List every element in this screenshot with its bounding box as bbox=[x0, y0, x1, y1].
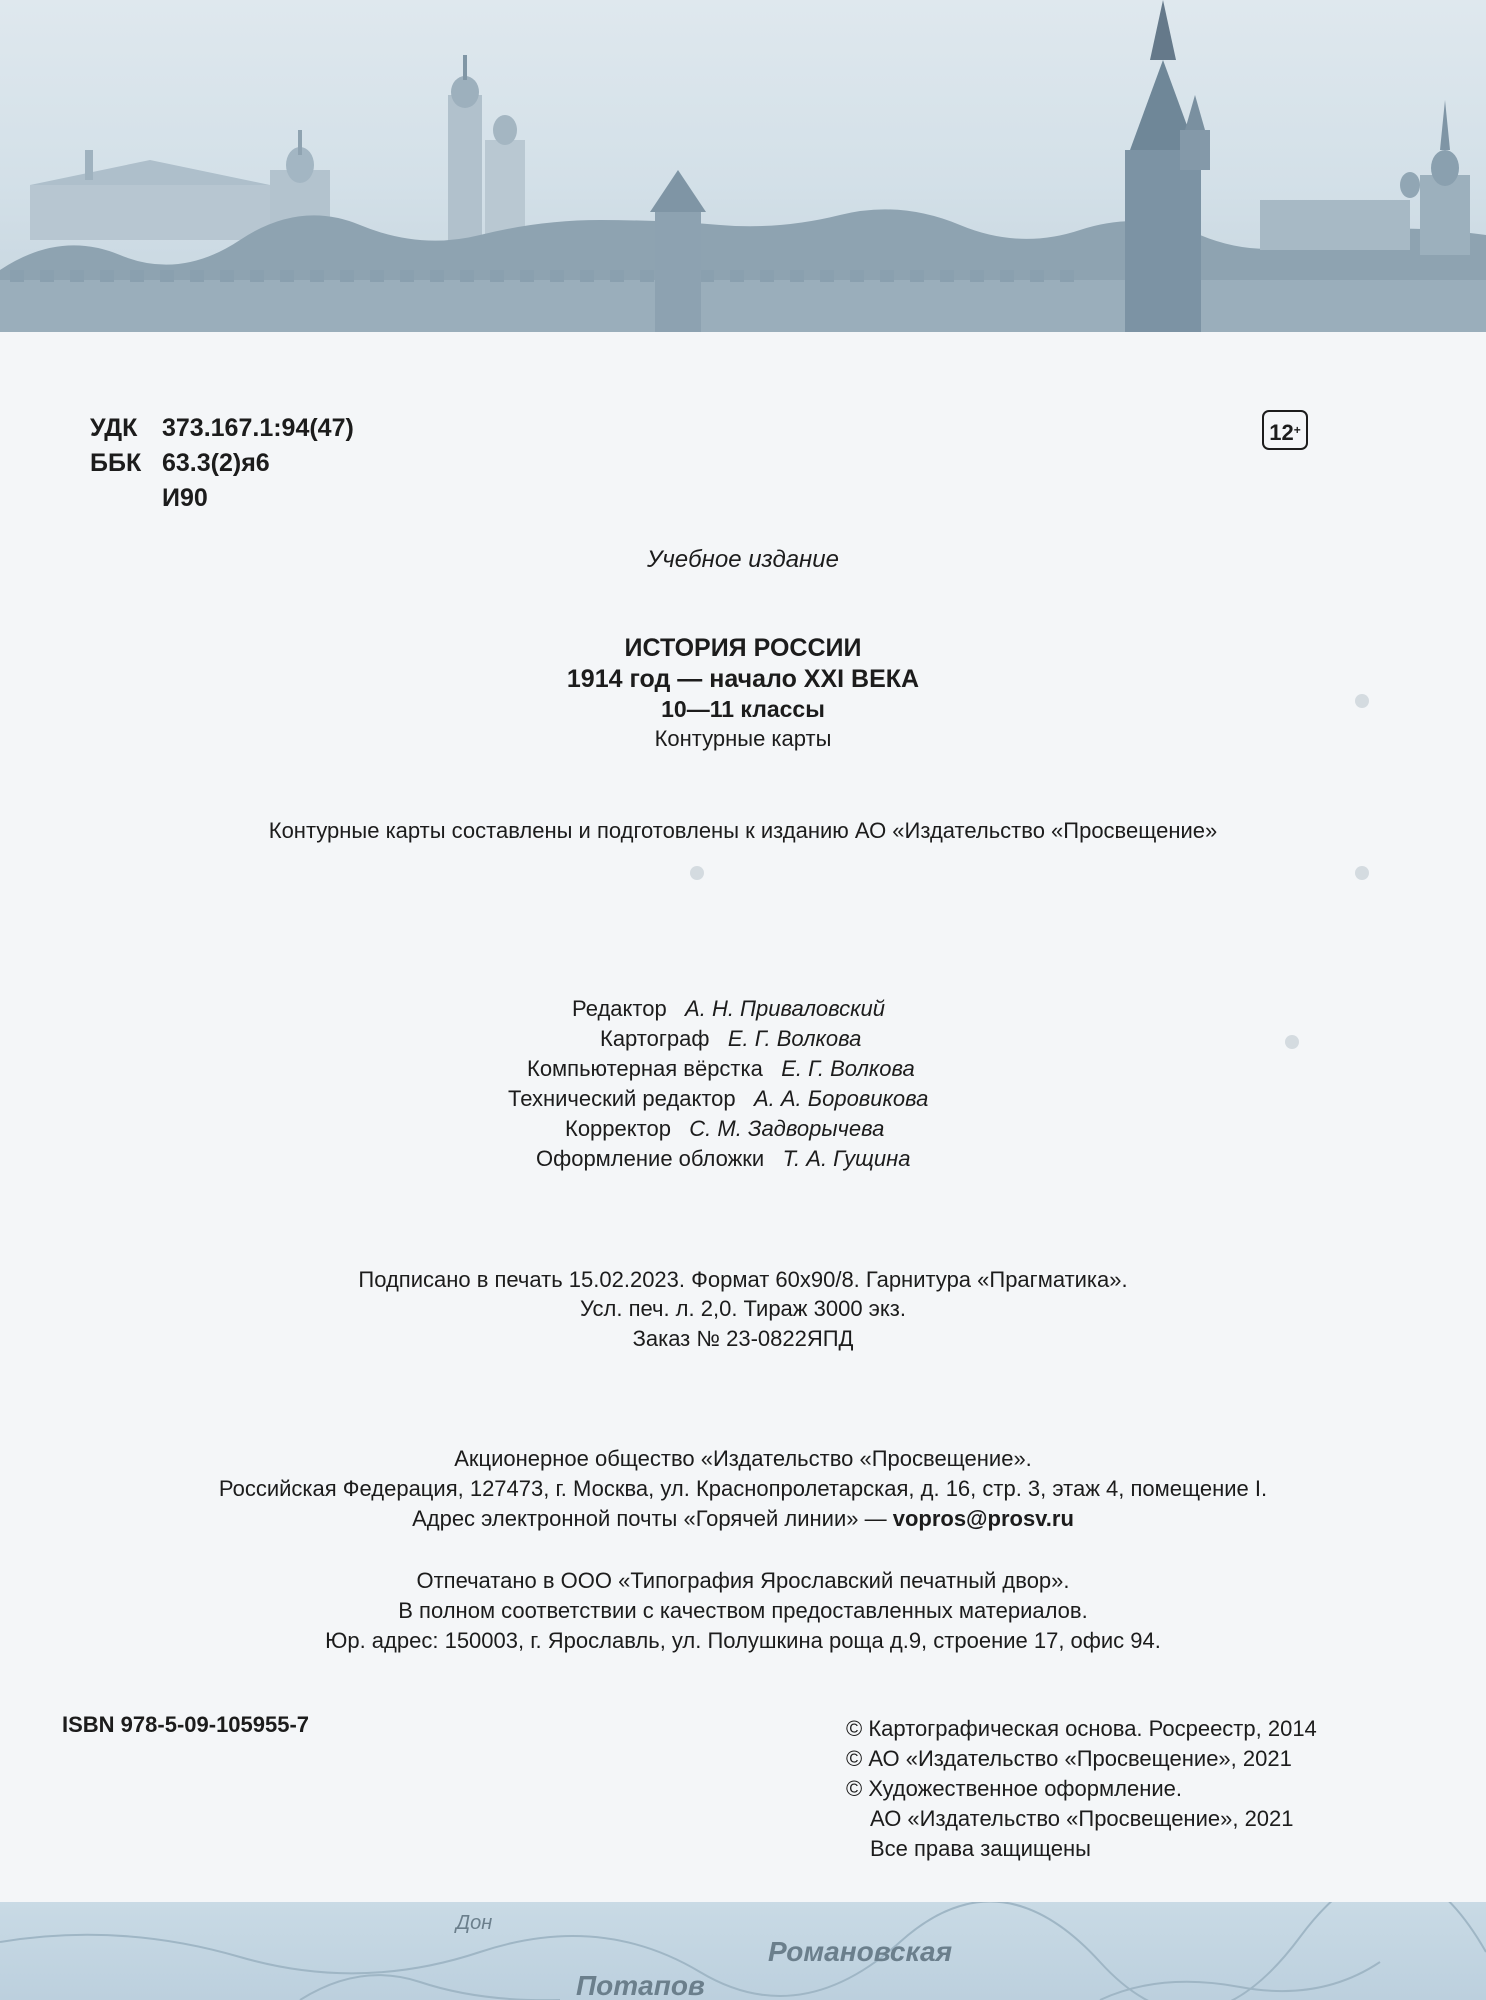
credit-row bbox=[0, 1024, 1486, 1054]
bbk-value: 63.3(2)я6 bbox=[162, 449, 270, 477]
email-prefix: Адрес электронной почты «Горячей линии» — bbox=[412, 1506, 893, 1531]
map-label: Дон bbox=[456, 1912, 493, 1934]
book-title: ИСТОРИЯ РОССИИ bbox=[624, 634, 862, 662]
age-rating-plus: + bbox=[1293, 423, 1301, 437]
printer-line: В полном соответствии с качеством предоставленных материалов. bbox=[398, 1598, 1088, 1623]
credit-role: Оформление обложки bbox=[536, 1146, 765, 1171]
print-info-line: Заказ № 23-0822ЯПД bbox=[632, 1326, 854, 1351]
map-label: Потапов bbox=[576, 1970, 705, 2000]
publisher-name: Акционерное общество «Издательство «Просвещение». bbox=[454, 1446, 1032, 1471]
credit-row bbox=[0, 1144, 1486, 1174]
book-kind: Контурные карты bbox=[654, 726, 832, 751]
credit-name: А. А. Боровикова bbox=[753, 1086, 929, 1111]
credit-role: Картограф bbox=[600, 1026, 710, 1051]
author-mark: И90 bbox=[162, 484, 208, 512]
publisher-address: Российская Федерация, 127473, г. Москва, ул. Краснопролетарская, д. 16, стр. 3, этаж 4, помещение I. bbox=[218, 1476, 1268, 1501]
kremlin-skyline-illustration bbox=[0, 0, 1486, 332]
book-period: 1914 год — начало XXI ВЕКА bbox=[566, 665, 920, 693]
map-label: Романовская bbox=[768, 1936, 953, 1967]
credits-list bbox=[0, 994, 1486, 1174]
copyright-block bbox=[846, 1714, 1317, 1864]
book-grades: 10—11 классы bbox=[661, 696, 825, 722]
credit-name: Т. А. Гущина bbox=[782, 1146, 911, 1171]
credit-role: Технический редактор bbox=[508, 1086, 736, 1111]
prepared-note: Контурные карты составлены и подготовлены к изданию АО «Издательство «Просвещение» bbox=[268, 818, 1218, 843]
credit-role: Корректор bbox=[565, 1116, 671, 1141]
credit-role: Компьютерная вёрстка bbox=[527, 1056, 763, 1081]
bleed-through-bullet bbox=[1355, 866, 1369, 880]
credit-row bbox=[0, 1084, 1486, 1114]
edition-type: Учебное издание bbox=[647, 546, 839, 573]
printer-line: Отпечатано в ООО «Типография Ярославский печатный двор». bbox=[416, 1568, 1070, 1593]
publisher-email: vopros@prosv.ru bbox=[892, 1506, 1074, 1531]
kremlin-skyline-banner bbox=[0, 0, 1486, 332]
isbn: ISBN 978-5-09-105955-7 bbox=[62, 1712, 310, 1737]
credit-name: А. Н. Приваловский bbox=[685, 996, 885, 1021]
print-info-line: Подписано в печать 15.02.2023. Формат 60x90/8. Гарнитура «Прагматика». bbox=[358, 1267, 1128, 1292]
copyright-line: АО «Издательство «Просвещение», 2021 bbox=[870, 1806, 1294, 1831]
credit-row bbox=[0, 1114, 1486, 1144]
bleed-through-bullet bbox=[690, 866, 704, 880]
credit-name: С. М. Задворычева bbox=[689, 1116, 885, 1141]
printer-line: Юр. адрес: 150003, г. Ярославль, ул. Полушкина роща д.9, строение 17, офис 94. bbox=[325, 1628, 1161, 1653]
copyright-line: Все права защищены bbox=[870, 1836, 1091, 1861]
copyright-line: © Художественное оформление. bbox=[846, 1776, 1182, 1801]
credit-row bbox=[0, 1054, 1486, 1084]
credit-role: Редактор bbox=[572, 996, 667, 1021]
map-river-lines bbox=[0, 1902, 1486, 2000]
bbk-label: ББК bbox=[90, 449, 142, 477]
udk-value: 373.167.1:94(47) bbox=[162, 414, 354, 442]
print-info-line: Усл. печ. л. 2,0. Тираж 3000 экз. bbox=[580, 1296, 906, 1321]
credit-row bbox=[0, 994, 1486, 1024]
age-rating-badge bbox=[1262, 410, 1308, 450]
age-rating-number: 12 bbox=[1269, 420, 1294, 445]
publisher-email-line bbox=[0, 1506, 1486, 1532]
map-strip bbox=[0, 1902, 1486, 2000]
udk-label: УДК bbox=[90, 414, 138, 442]
copyright-line: © АО «Издательство «Просвещение», 2021 bbox=[846, 1746, 1292, 1771]
copyright-line: © Картографическая основа. Росреестр, 2014 bbox=[846, 1716, 1317, 1741]
credit-name: Е. Г. Волкова bbox=[727, 1026, 862, 1051]
credit-name: Е. Г. Волкова bbox=[781, 1056, 915, 1081]
